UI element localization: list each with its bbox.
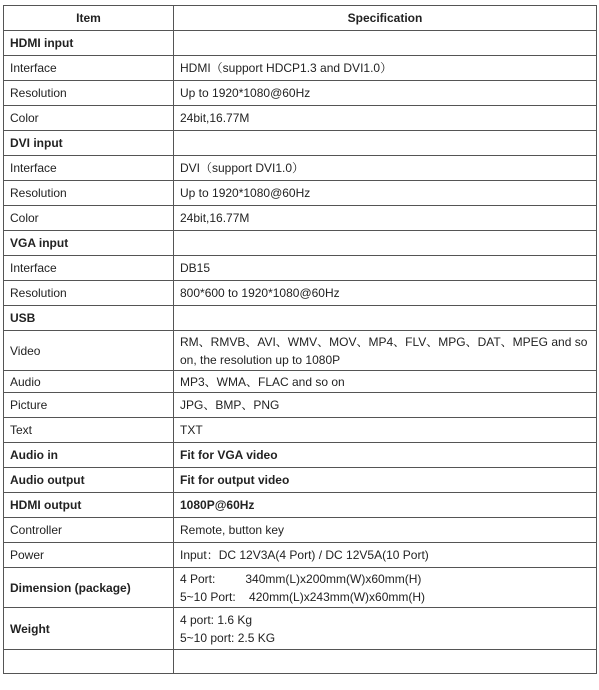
table-header-row [4,6,597,31]
row-value: 24bit,16.77M [174,106,597,131]
table-row [4,608,597,650]
table-row [4,81,597,106]
table-row [4,418,597,443]
row-value: 24bit,16.77M [174,206,597,231]
table-row [4,371,597,393]
header-specification: Specification [174,6,597,31]
empty-row [4,650,597,674]
table-row [4,543,597,568]
section-title-usb: USB [4,306,174,331]
section-row-usb [4,306,597,331]
row-value: Fit for output video [174,468,597,493]
row-label: Interface [4,256,174,281]
table-row [4,281,597,306]
table-row [4,181,597,206]
table-row [4,468,597,493]
table-row [4,206,597,231]
row-label: Interface [4,156,174,181]
empty-cell [174,231,597,256]
table-row [4,493,597,518]
header-item: Item [4,6,174,31]
table-row [4,568,597,608]
row-value: 800*600 to 1920*1080@60Hz [174,281,597,306]
section-title-vga-input: VGA input [4,231,174,256]
row-label: Color [4,206,174,231]
table-row [4,393,597,418]
row-label: HDMI output [4,493,174,518]
section-row-vga-input [4,231,597,256]
row-label: Audio output [4,468,174,493]
empty-cell [174,306,597,331]
row-label: Audio in [4,443,174,468]
row-value: 1080P@60Hz [174,493,597,518]
row-label: Weight [4,608,174,650]
row-value: DVI（support DVI1.0） [174,156,597,181]
row-label: Video [4,331,174,371]
dimension-line-1: 4 Port: 340mm(L)x200mm(W)x60mm(H) [180,571,422,586]
row-label: Resolution [4,281,174,306]
row-label: Text [4,418,174,443]
table-row [4,443,597,468]
row-value: Up to 1920*1080@60Hz [174,81,597,106]
row-value: MP3、WMA、FLAC and so on [174,371,597,393]
row-value: JPG、BMP、PNG [174,393,597,418]
row-label: Color [4,106,174,131]
table-row [4,331,597,371]
row-label: Interface [4,56,174,81]
empty-cell [4,650,174,674]
row-label: Power [4,543,174,568]
table-row [4,56,597,81]
row-value [174,608,597,650]
table-row [4,256,597,281]
row-label: Audio [4,371,174,393]
empty-cell [174,650,597,674]
row-value: RM、RMVB、AVI、WMV、MOV、MP4、FLV、MPG、DAT、MPEG and so on, the resolution up to 1080P [174,331,597,371]
row-value: Up to 1920*1080@60Hz [174,181,597,206]
section-row-hdmi-input [4,31,597,56]
table-row [4,518,597,543]
section-title-dvi-input: DVI input [4,131,174,156]
row-label: Resolution [4,181,174,206]
weight-line-1: 4 port: 1.6 Kg [180,612,253,627]
row-value: Input：DC 12V3A(4 Port) / DC 12V5A(10 Port) [174,543,597,568]
row-value: Fit for VGA video [174,443,597,468]
table-row [4,106,597,131]
section-title-hdmi-input: HDMI input [4,31,174,56]
table-row [4,156,597,181]
weight-line-2: 5~10 port: 2.5 KG [180,630,276,645]
row-label: Picture [4,393,174,418]
row-label: Controller [4,518,174,543]
row-label: Resolution [4,81,174,106]
empty-cell [174,31,597,56]
row-value: HDMI（support HDCP1.3 and DVI1.0） [174,56,597,81]
row-label: Dimension (package) [4,568,174,608]
section-row-dvi-input [4,131,597,156]
dimension-line-2: 5~10 Port: 420mm(L)x243mm(W)x60mm(H) [180,589,426,604]
specification-table [3,5,597,674]
row-value [174,568,597,608]
row-value: Remote, button key [174,518,597,543]
row-value: TXT [174,418,597,443]
empty-cell [174,131,597,156]
row-value: DB15 [174,256,597,281]
